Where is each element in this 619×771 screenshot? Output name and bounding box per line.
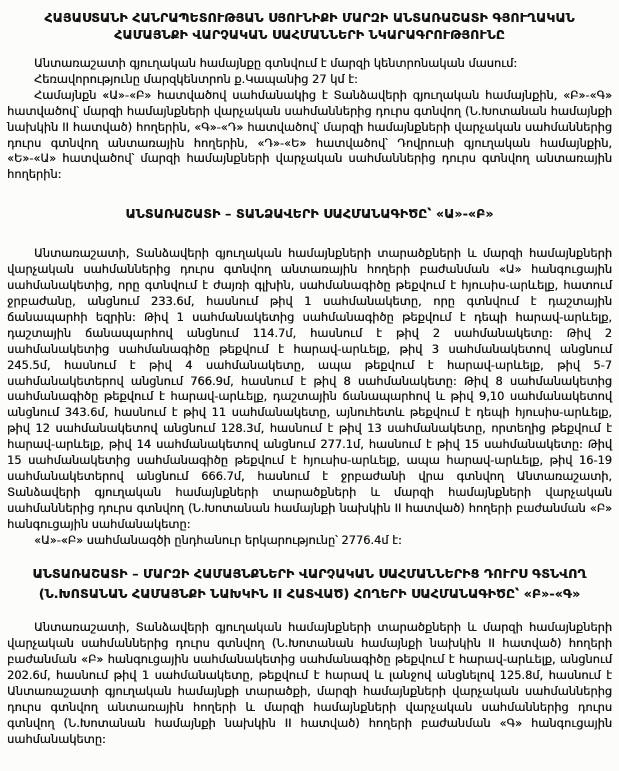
document-title-line1: ՀԱՅԱՍՏԱՆԻ ՀԱՆՐԱՊԵՏՈՒԹՅԱՆ ՍՅՈՒՆԻՔԻ ՄԱՐԶԻ ԱՆՏԱՌԱՇԱՏԻ ԳՅՈՒՂԱԿԱՆ bbox=[44, 10, 575, 25]
section1-heading: ԱՆՏԱՌԱՇԱՏԻ – ՏԱՆՁԱՎԵՐԻ ՍԱՀՄԱՆԱԳԻԾԸ՝ «Ա»-«Բ» bbox=[125, 206, 494, 222]
section2-heading bbox=[7, 564, 612, 604]
document-title bbox=[7, 9, 612, 43]
intro-location-paragraph: Անտառաշատի գյուղական համայնքը գտնվում է մարզի կենտրոնական մասում: bbox=[34, 56, 518, 70]
section1-body-paragraph: Անտառաշատի, Տանձավերի գյուղական համայնքների տարածքների և մարզի համայնքների վարչական սահմաններից դուրս գտնվող անտառային հողերի բաժանման «Ա» հանգուցային սահմանակետից, որը գտնվում է ժայռի գլխին, սահմանագիծը թեքվում է հյուսիս-արևելք, հատում ջրբաժանը, անցնում 233.6մ, հասնում թիվ 1 սահմանակետը, որը գտնվում է դաշտային ճանապարհի եզրին: Թիվ 1 սահմանակետից սահմանագիծը թեքվում է դեպի հարավ-արևելք, դաշտային ճանապարհով անցնում 114.7մ, հասնում է թիվ 2 սահմանակետը: Թիվ 2 սահմանակետից սահմանագիծը թեքվում է հարավ-արևելք, թիվ 3 սահմանակետով անցնում 245.5մ, հասնում է թիվ 4 սահմանակետը, ապա թեքվում է հարավ-արևելք, թիվ 5-7 սահմանակետերով անցնում 766.9մ, հասնում է թիվ 8 սահմանակետը: Թիվ 8 սահմանակետից սահմանագիծը թեքվում է հարավ-արևելք, դաշտային ճանապարհով և թիվ 9,10 սահմանակետով անցնում 343.6մ, հասնում է թիվ 11 սահմանակետը, այնուհետև թեքվում է դեպի հյուսիս-արևելք, թիվ 12 սահմանակետով անցնում 128.3մ, հասնում է թիվ 13 սահմանակետը, որտեղից թեքվում է հարավ-արևելք, թիվ 14 սահմանակետով անցնում 277.1մ, հասնում է թիվ 15 սահմանակետը: Թիվ 15 սահմանակետից սահմանագիծը թեքվում է հյուսիս-արևելք, ապա հարավ-արևելք, թիվ 16-19 սահմանակետերով անցնում 666.7մ, հասնում է ջրբաժանի վրա գտնվող Անտառաշատի, Տանձավերի գյուղական համայնքների տարածքների և մարզի համայնքների վարչական սահմաններից դուրս գտնվող (Ն.Խոտանան համայնքի նախկին II հատված) հողերի բաժանման «Բ» հանգուցային սահմանակետը: bbox=[7, 246, 612, 531]
intro-distance-paragraph: Հեռավորությունը մարզկենտրոն ք.Կապանից 27 կմ է: bbox=[34, 71, 358, 86]
section1-total-length: «Ա»-«Բ» սահմանագծի ընդհանուր երկարությունը՝ 2776.4մ է: bbox=[34, 532, 402, 547]
section2-heading-line1: ԱՆՏԱՌԱՇԱՏԻ – ՄԱՐԶԻ ՀԱՄԱՅՆՔՆԵՐԻ ՎԱՐՉԱԿԱՆ ՍԱՀՄԱՆՆԵՐԻՑ ԴՈՒՐՍ ԳՏՆՎՈՂ bbox=[32, 566, 587, 582]
section2-body-paragraph: Անտառաշատի, Տանձավերի գյուղական համայնքների տարածքների և մարզի համայնքների վարչական սահմաններից դուրս գտնվող (Ն.Խոտանան համայնքի նախկին II հատված) հողերի բաժանման «Բ» հանգուցային սահմանակետից սահմանագիծը թեքվում է հարավ-արևելք, անցնում 202.6մ, հասնում թիվ 1 սահմանակետը, թեքվում է հարավ և լանջով անցնելով 125.8մ, հասնում է Անտառաշատի գյուղական համայնքի տարածքի, մարզի համայնքների վարչական սահմաններից դուրս գտնվող անտառային հողերի և մարզի համայնքների վարչական սահմաններից դուրս գտնվող (Ն.Խոտանան համայնքի նախկին II հատված) հողերի բաժանման «Գ» հանգուցային սահմանակետը: bbox=[7, 620, 612, 746]
section2-heading-line2: (Ն.ԽՈՏԱՆԱՆ ՀԱՄԱՅՆՔԻ ՆԱԽԿԻՆ II ՀԱՏՎԱԾ) ՀՈՂԵՐԻ ՍԱՀՄԱՆԱԳԻԾԸ՝ «Բ»-«Գ» bbox=[38, 586, 581, 602]
intro-borders-paragraph: Համայնքն «Ա»-«Բ» հատվածով սահմանակից է Տանձավերի գյուղական համայնքին, «Բ»-«Գ» հատվածով՝ մարզի համայնքների վարչական սահմաններից դուրս գտնվող (Ն.Խոտանան համայնքի նախկին II հատված) հողերին, «Գ»-«Դ» հատվածով՝ մարզի համայնքների վարչական սահմաններից դուրս գտնվող անտառային հողերին, «Դ»-«Ե» հատվածով՝ Դովրուսի գյուղական համայնքին, «Ե»-«Ա» հատվածով՝ մարզի համայնքների վարչական սահմաններից դուրս գտնվող անտառային հողերին: bbox=[7, 87, 612, 182]
document-title-line2: ՀԱՄԱՅՆՔԻ ՎԱՐՉԱԿԱՆ ՍԱՀՄԱՆՆԵՐԻ ՆԿԱՐԱԳՐՈՒԹՅՈՒՆԸ bbox=[114, 27, 505, 42]
